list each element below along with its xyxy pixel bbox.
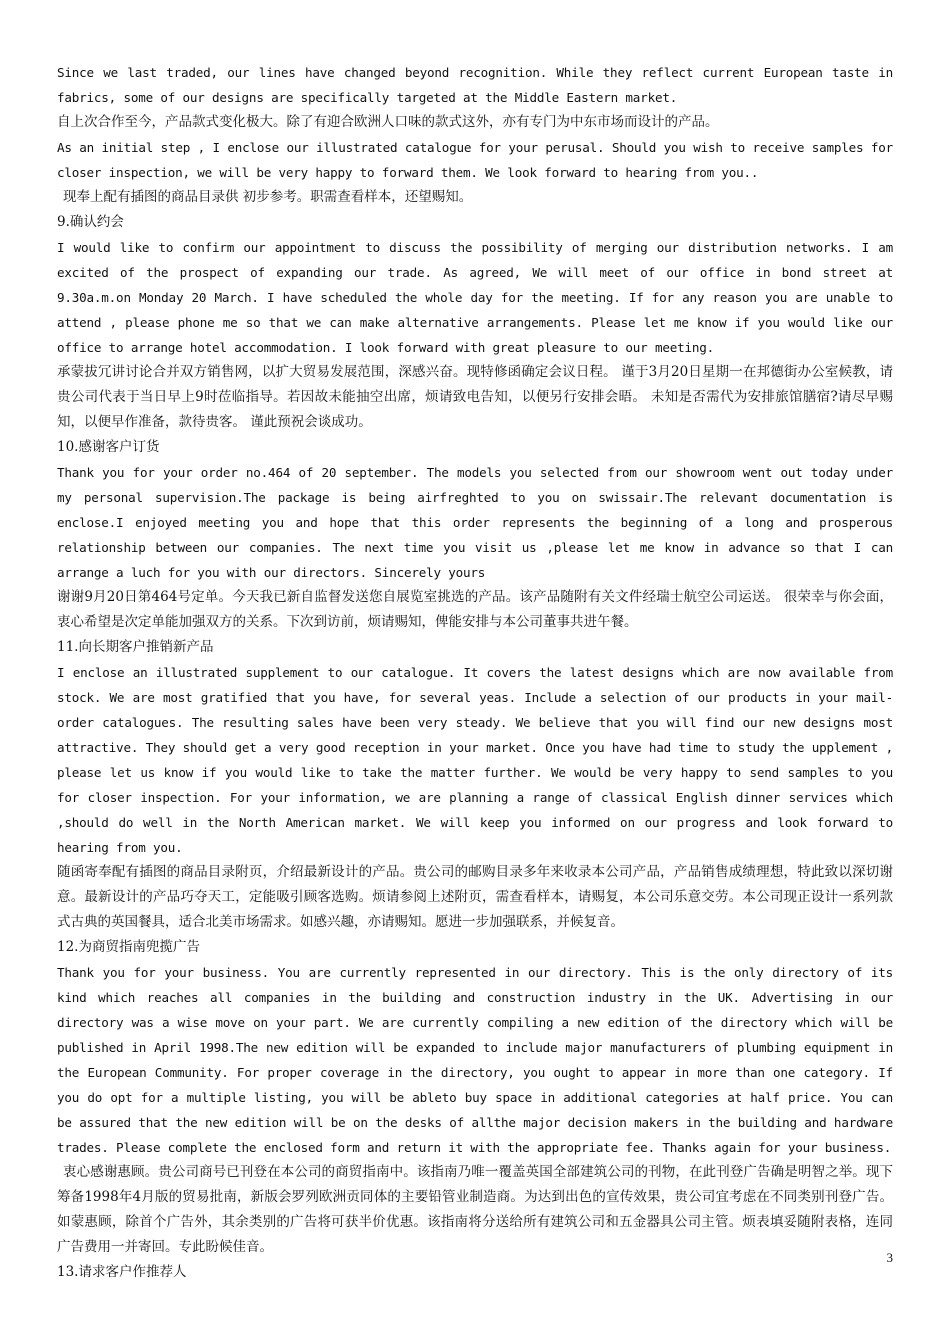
section-heading-10: 10.感谢客户订货: [57, 439, 160, 455]
paragraph-chinese: 随函寄奉配有插图的商品目录附页，介绍最新设计的产品。贵公司的邮购目录多年来收录本公司产品，产品销售成绩理想，特此致以深切谢意。最新设计的产品巧夺天工，定能吸引顾客选购。烦请参阅上述附页，需查看样本，请赐复，本公司乐意交劳。本公司现正设计一系列款式古典的英国餐具，适合北美市场需求。如感兴趣，亦请赐知。愿进一步加强联系，并候复音。: [57, 864, 893, 930]
paragraph-english: I enclose an illustrated supplement to our catalogue. It covers the latest designs which are now available from stock. We are most gratified that you have, for several yeas. Include a selection of our products in your mail-order catalogues. The resulting sales have been very steady. We believe that you will find our new designs most attractive. They should get a very good reception in your market. Once you have had time to study the upplement , please let us know if you would like to take the matter further. We would be very happy to send samples to you for closer inspection. For your information, we are planning a range of classical English dinner services which ,should do well in the North American market. We will keep you informed on our progress and look forward to hearing from you.: [57, 665, 893, 855]
paragraph-english: Thank you for your business. You are currently represented in our directory. This is the only directory of its kind which reaches all companies in the building and construction industry in the UK. Advertising in our directory was a wise move on your part. We are currently compiling a new edition of the directory which will be published in April 1998.The new edition will be expanded to include major manufacturers of plumbing equipment in the European Community. For proper coverage in the directory, you ought to appear in more than one category. If you do opt for a multiple listing, you will be ableto buy space in additional categories at half price. You can be assured that the new edition will be on the desks of allthe major decision makers in the building and hardware trades. Please complete the enclosed form and return it with the appropriate fee. Thanks again for your business.: [57, 965, 893, 1155]
paragraph-chinese: 谢谢9月20日第464号定单。今天我已新自监督发送您自展览室挑选的产品。该产品随附有关文件经瑞士航空公司运送。 很荣幸与你会面，衷心希望是次定单能加强双方的关系。下次到访前，烦请赐知，俾能安排与本公司董事共进午餐。: [57, 589, 893, 630]
paragraph-english: I would like to confirm our appointment to discuss the possibility of merging our distribution networks. I am excited of the prospect of expanding our trade. As agreed, We will meet of our office in bond street at 9.30a.m.on Monday 20 March. I have scheduled the whole day for the meeting. If for any reason you are unable to attend , please phone me so that we can make alternative arrangements. Please let me know if you would like our office to arrange hotel accommodation. I look forward with great pleasure to our meeting.: [57, 240, 893, 355]
paragraph-english: Since we last traded, our lines have changed beyond recognition. While they reflect current European taste in fabrics, some of our designs are specifically targeted at the Middle Eastern market.: [57, 65, 893, 105]
paragraph-english: Thank you for your order no.464 of 20 september. The models you selected from our showroom went out today under my personal supervision.The package is being airfreghted to you on swissair.The relevant documentation is enclose.I enjoyed meeting you and hope that this order represents the beginning of a long and prosperous relationship between our companies. The next time you visit us ,please let me know in advance so that I can arrange a luch for you with our directors. Sincerely yours: [57, 465, 893, 580]
paragraph-chinese: 现奉上配有插图的商品目录供 初步参考。职需查看样本，还望赐知。: [63, 189, 473, 205]
page-number: 3: [886, 1250, 893, 1265]
section-heading-9: 9.确认约会: [57, 214, 124, 230]
paragraph-chinese: 自上次合作至今，产品款式变化极大。除了有迎合欧洲人口味的款式这外，亦有专门为中东市场而设计的产品。: [57, 114, 719, 130]
document-page: [57, 60, 893, 1285]
paragraph-chinese: 衷心感谢惠顾。贵公司商号已刊登在本公司的商贸指南中。该指南乃唯一覆盖英国全部建筑公司的刊物，在此刊登广告确是明智之举。现下筹备1998年4月版的贸易批南，新版会罗列欧洲贡同体的主要铅管业制造商。为达到出色的宣传效果，贵公司宜考虑在不同类别刊登广告。如蒙惠顾，除首个广告外，其余类别的广告将可获半价优惠。该指南将分送给所有建筑公司和五金器具公司主管。烦表填妥随附表格，连同广告费用一并寄回。专此盼候佳音。: [57, 1164, 893, 1255]
section-heading-13: 13.请求客户作推荐人: [57, 1264, 187, 1280]
paragraph-chinese: 承蒙拔冗讲讨论合并双方销售网，以扩大贸易发展范围，深感兴奋。现特修函确定会议日程。 谨于3月20日星期一在邦德街办公室候教，请贵公司代表于当日早上9时莅临指导。若因故未能抽空出席，烦请致电告知，以便另行安排会晤。 未知是否需代为安排旅馆膳宿?请尽早赐知，以便早作准备，款待贵客。 谨此预祝会谈成功。: [57, 364, 893, 430]
section-heading-12: 12.为商贸指南兜揽广告: [57, 939, 200, 955]
section-heading-11: 11.向长期客户推销新产品: [57, 639, 214, 655]
paragraph-english: As an initial step , I enclose our illustrated catalogue for your perusal. Should you wish to receive samples for closer inspection, we will be very happy to forward them. We look forward to hearing from you..: [57, 140, 893, 180]
